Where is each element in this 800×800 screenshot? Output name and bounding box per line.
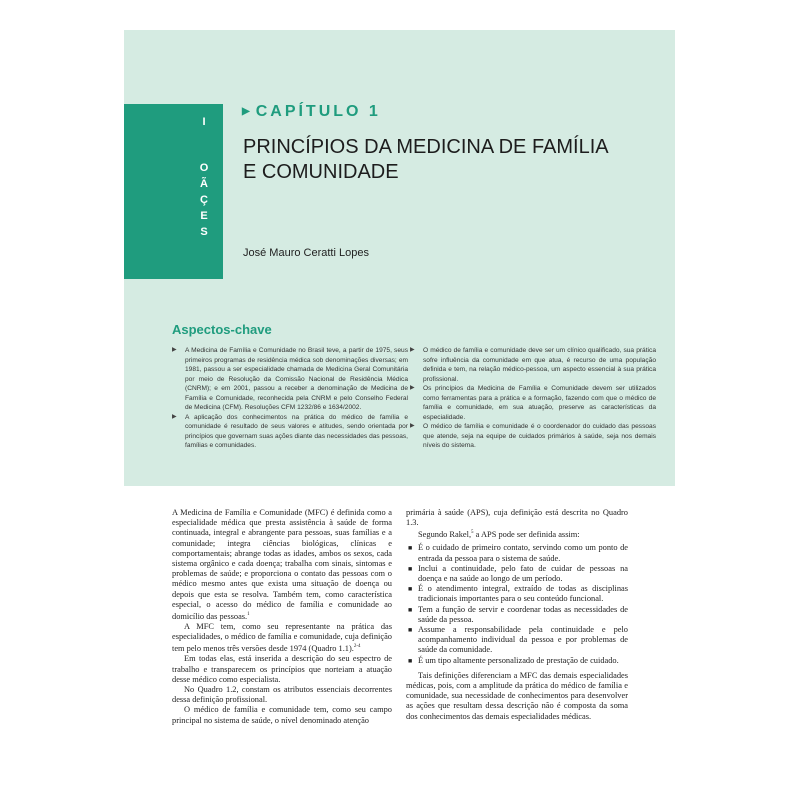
aspects-item: ▶ A aplicação dos conhecimentos na prática do médico de família e comunidade é resultado de seus valores e atitudes, sendo orientada por princípios que governam suas ações diante das necessidades das pessoas, famílias e comunidades.: [172, 413, 408, 449]
body-paragraph: Tais definições diferenciam a MFC das demais especialidades médicas, pois, com a amplitude da prática do médico de família e comunidade, sua necessidade de conhecimentos para desenvolver as ações que resultam dessa descrição não é composta da soma dos conhecimentos das demais especialidades médicas.: [406, 670, 628, 721]
reference-marker: 2-4: [353, 644, 361, 650]
square-bullet-icon: ■: [408, 626, 413, 635]
arrow-right-bullet-icon: ▶: [410, 347, 415, 353]
arrow-right-bullet-icon: ▶: [172, 413, 177, 420]
body-paragraph: Segundo Rakel,$^5$ a APS pode ser definida assim:: [418, 530, 580, 540]
list-item: ■ É o cuidado de primeiro contato, servindo como um ponto de entrada da pessoa para o sistema de saúde.: [408, 543, 628, 563]
chapter-title-line: E COMUNIDADE: [243, 161, 399, 183]
list-item: ■ Tem a função de servir e coordenar todas as necessidades de saúde da pessoa.: [408, 604, 628, 624]
square-bullet-icon: ■: [408, 585, 413, 594]
square-bullet-icon: ■: [408, 564, 413, 573]
body-column-right: [406, 508, 628, 722]
arrow-right-bullet-icon: ▶: [410, 423, 415, 429]
section-number: I: [202, 116, 206, 128]
square-bullet-icon: ■: [408, 544, 413, 553]
body-paragraph: Em todas elas, está inserida a descrição do seu espectro de trabalho e transparecem os princípios que norteiam a atuação desse médico como especialista.: [172, 654, 392, 684]
body-paragraph: primária à saúde (APS), cuja definição está descrita no Quadro 1.3.: [406, 508, 628, 528]
section-letter: E: [200, 210, 208, 222]
body-column-left: [172, 508, 392, 726]
square-bullet-icon: ■: [408, 605, 413, 614]
body-paragraph: A MFC tem, como seu representante na prática das especialidades, o médico de família e comunidade, cuja definição tem pelo menos três versões desde 1974 (Quadro 1.1).$^{2-4}$: [172, 622, 392, 654]
square-bullet-icon: ■: [408, 656, 413, 665]
arrow-right-bullet-icon: ▶: [172, 347, 177, 353]
aspects-title: Aspectos-chave: [172, 322, 272, 337]
section-letter: S: [200, 226, 208, 238]
aspects-item: ▶ O médico de família e comunidade é o coordenador do cuidado das pessoas que atende, seja na equipe de cuidados primários à saúde, seja nos demais níveis do sistema.: [410, 423, 656, 449]
chapter-title-line: PRINCÍPIOS DA MEDICINA DE FAMÍLIA: [243, 136, 609, 158]
body-paragraph: O médico de família e comunidade tem, como seu campo principal no sistema de saúde, o nível denominado atenção: [172, 705, 392, 725]
list-item: ■ Inclui a continuidade, pelo fato de cuidar de pessoas na doença e na saúde ao longo de um período.: [408, 563, 628, 584]
body-paragraph: No Quadro 1.2, constam os atributos essenciais decorrentes dessa definição profissional.: [172, 685, 392, 705]
section-letter: Ç: [200, 194, 208, 206]
reference-marker: 1: [247, 612, 250, 618]
section-letter: Ã: [200, 178, 208, 190]
chapter-kicker: [242, 103, 381, 121]
list-item: ■ É um tipo altamente personalizado de prestação de cuidado.: [408, 655, 619, 665]
list-item: ■ É o atendimento integral, extraído de todas as disciplinas tradicionais importantes para o seu conteúdo funcional.: [408, 584, 628, 604]
aspects-list-right: [410, 346, 656, 451]
arrow-right-bullet-icon: ▶: [410, 385, 415, 391]
section-label: [196, 114, 212, 240]
body-paragraph: A Medicina de Família e Comunidade (MFC) é definida como a especialidade médica que presta assistência à saúde de forma continuada, integral e abrangente para pessoas, suas famílias e a comunidade; integra ciências biológicas, clínicas e comportamentais; abrange todas as idades, ambos os sexos, cada sistema orgânico e cada doença; trabalha com sinais, sintomas e problemas de saúde; e proporciona o contato das pessoas com o médico mesmo antes que exista uma situação de doença ou depois que esta se resolva. Também tem, como característica especial, o acesso do médico de família e comunidade ao domicílio das pessoas.$^1$: [172, 508, 392, 621]
section-letter: O: [199, 162, 209, 174]
reference-marker: 5: [471, 530, 474, 536]
chapter-author: José Mauro Ceratti Lopes: [243, 247, 369, 259]
aspects-list-left: [172, 346, 408, 451]
arrow-right-icon: ▶: [242, 106, 250, 117]
chapter-title: [243, 135, 663, 185]
aspects-item: ▶ Os princípios da Medicina de Família e Comunidade devem ser utilizados como ferramentas para a prática e a formação, fazendo com que o médico de família e comunidade, em sua atuação, preserve as características da especialidade.: [410, 385, 656, 421]
aps-definition-list: [406, 543, 628, 665]
chapter-kicker-text: CAPÍTULO 1: [255, 103, 381, 120]
aspects-item: ▶ A Medicina de Família e Comunidade no Brasil teve, a partir de 1975, seus primeiros programas de residência médica sob denominações diversas; em 1981, passou a ser especialidade chamada de Medicina Geral Comunitária por meio de Resolução da Comissão Nacional de Residência Médica (CNRM); e em 2001, passou a receber a denominação de Medicina de Família e Comunidade, reconhecida pela CNRM e pelo Conselho Federal de Medicina (CFM). Resoluções CFM 1232/86 e 1634/2002.: [172, 347, 408, 411]
aspects-item: ▶ O médico de família e comunidade deve ser um clínico qualificado, sua prática sofre influência da comunidade em que atua, é recurso de uma população definida e tem, na relação médico-pessoa, um aspecto essencial à sua prática profissional.: [410, 347, 656, 383]
list-item: ■ Assume a responsabilidade pela continuidade e pelo acompanhamento individual da pessoa e por problemas de saúde da comunidade.: [408, 625, 628, 655]
